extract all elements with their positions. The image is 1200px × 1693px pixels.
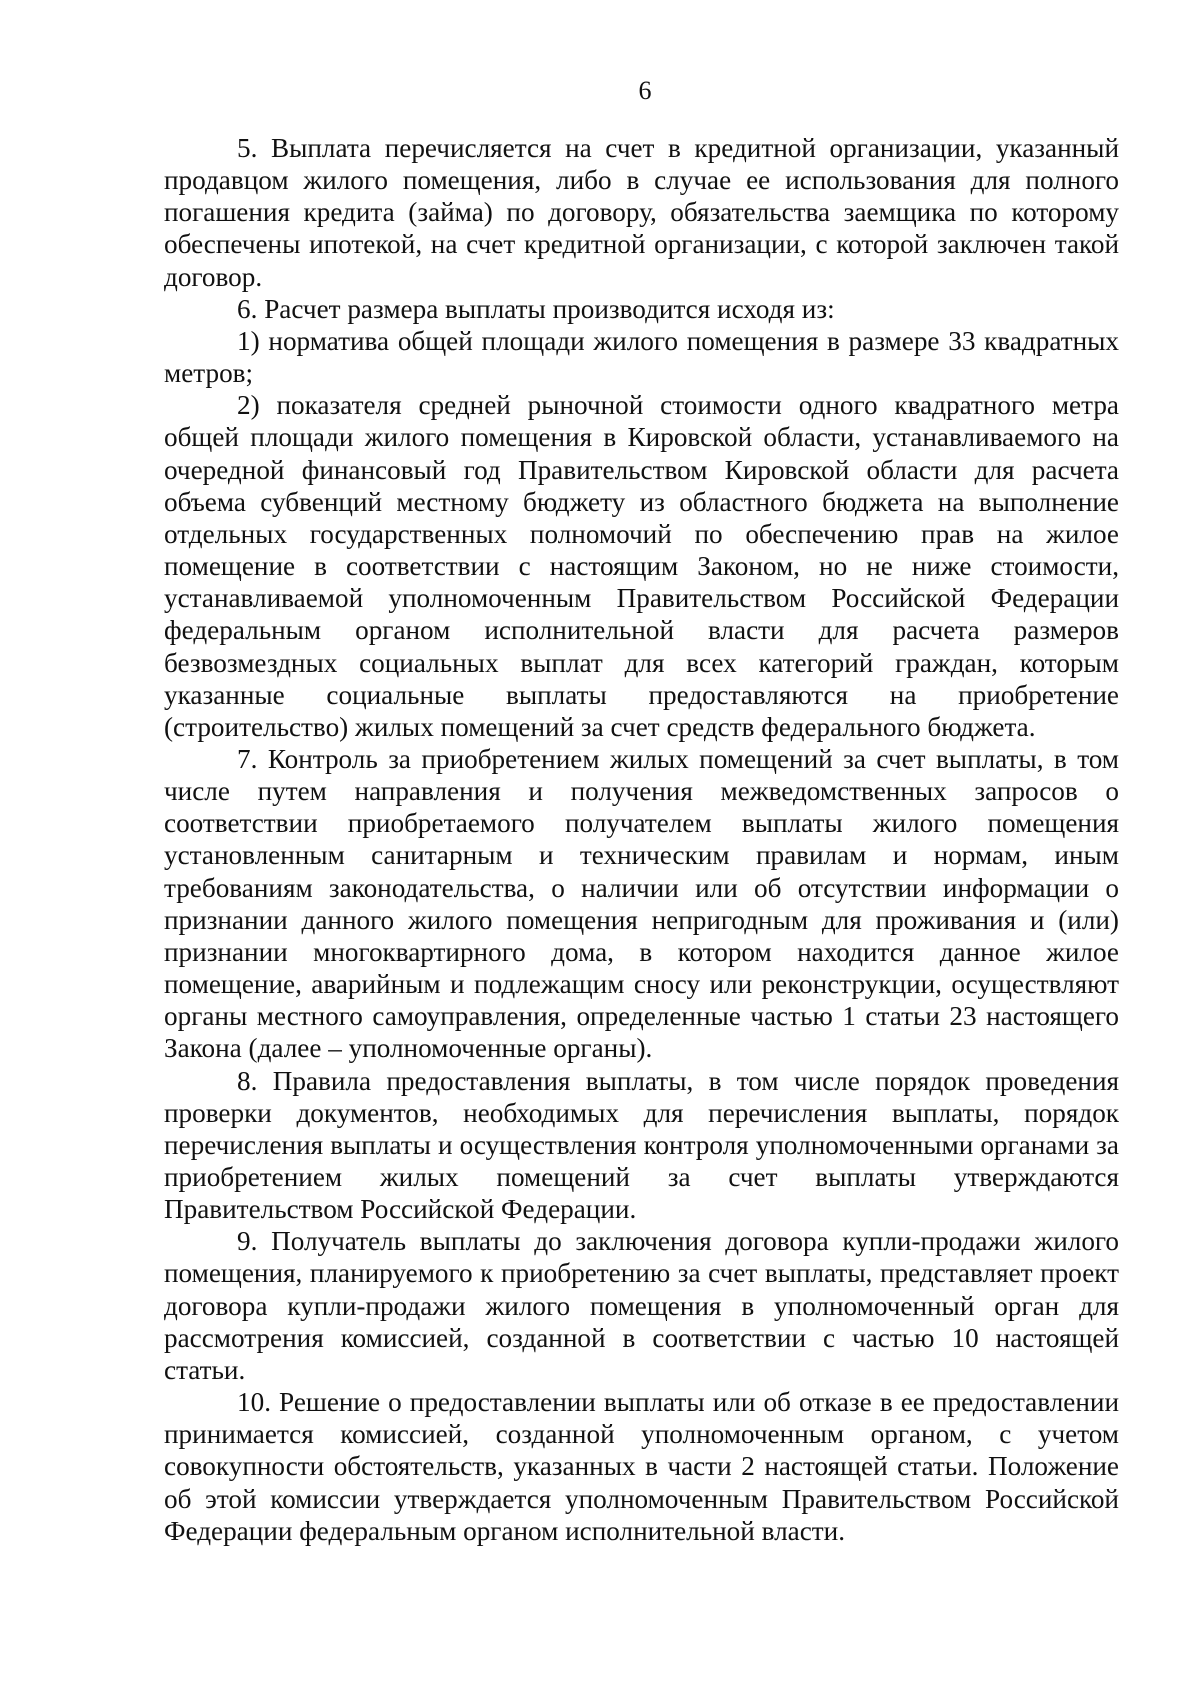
paragraph-10: 10. Решение о предоставлении выплаты или об отказе в ее предоставлении принимается комиссией, созданной уполномоченным органом, с учетом совокупности обстоятельств, указанных в части 2 настоящей статьи. Положение об этой комиссии утверждается уполномоченным Правительством Российской Федерации федеральным органом исполнительной власти. (164, 1387, 1119, 1546)
paragraph-9: 9. Получатель выплаты до заключения договора купли-продажи жилого помещения, планируемого к приобретению за счет выплаты, представляет проект договора купли-продажи жилого помещения в уполномоченный орган для рассмотрения комиссией, созданной в соответствии с частью 10 настоящей статьи. (164, 1226, 1119, 1385)
paragraph-6: 6. Расчет размера выплаты производится исходя из: (237, 293, 835, 324)
paragraph-6-item-2: 2) показателя средней рыночной стоимости одного квадратного метра общей площади жилого помещения в Кировской области, устанавливаемого на очередной финансовый год Правительством Кировской области для расчета объема субвенций местному бюджету из областного бюджета на выполнение отдельных государственных полномочий по обеспечению прав на жилое помещение в соответствии с настоящим Законом, но не ниже стоимости, устанавливаемой уполномоченным Правительством Российской Федерации федеральным органом исполнительной власти для расчета размеров безвозмездных социальных выплат для всех категорий граждан, которым указанные социальные выплаты предоставляются на приобретение (строительство) жилых помещений за счет средств федерального бюджета. (164, 390, 1119, 742)
paragraph-7: 7. Контроль за приобретением жилых помещений за счет выплаты, в том числе путем направления и получения межведомственных запросов о соответствии приобретаемого получателем выплаты жилого помещения установленным санитарным и техническим правилам и нормам, иным требованиям законодательства, о наличии или об отсутствии информации о признании данного жилого помещения непригодным для проживания и (или) признании многоквартирного дома, в котором находится данное жилое помещение, аварийным и подлежащим сносу или реконструкции, осуществляют органы местного самоуправления, определенные частью 1 статьи 23 настоящего Закона (далее – уполномоченные органы). (164, 743, 1119, 1064)
document-body (164, 132, 1119, 1547)
paragraph-8: 8. Правила предоставления выплаты, в том числе порядок проведения проверки документов, необходимых для перечисления выплаты, порядок перечисления выплаты и осуществления контроля уполномоченными органами за приобретением жилых помещений за счет выплаты утверждаются Правительством Российской Федерации. (164, 1065, 1119, 1225)
paragraph-6-item-1: 1) норматива общей площади жилого помещения в размере 33 квадратных метров; (164, 325, 1119, 389)
page-number: 6 (638, 76, 652, 105)
paragraph-5: 5. Выплата перечисляется на счет в кредитной организации, указанный продавцом жилого помещения, либо в случае ее использования для полного погашения кредита (займа) по договору, обязательства заемщика по которому обеспечены ипотекой, на счет кредитной организации, с которой заключен такой договор. (164, 133, 1119, 292)
